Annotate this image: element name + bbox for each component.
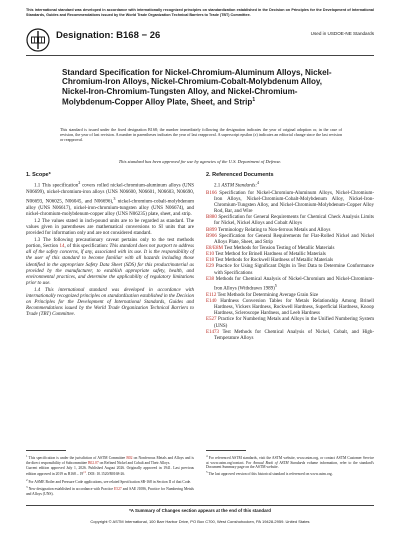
footnotes-left [26,454,194,497]
scope-paragraph-4: 1.4 This international standard was developed in accordance with internationally recognized principles on standardization established in the Decision on Principles for the Development of International Standards, Guides and Recommendations issued by the World Trade Organization Technical Barriers to Trade (TBT) Committee. [26,287,194,318]
scope-heading: 1. Scope* [26,172,51,178]
footnote: Current edition approved July 1, 2026. Published August 2026. Originally approved in 1941. Last previous edition approved in 2019 as B168 – 19$^{\varepsilon 1}$. DOI: 10.1520/B0168-26. [26,465,194,477]
referenced-documents-section [206,172,374,342]
scope-paragraph-3: 1.3 The following precautionary caveat pertains only to the test methods portion, Section 14, of this specification: This standard does not purport to address all of the safety concerns, if any, associated with its use. It is the responsibility of the user of this standard to become familiar with all hazards including those identified in the appropriate Safety Data Sheet (SDS) for this product/material as provided by the manufacturer, to establish appropriate safety, health, and environmental practices, and determine the applicability of regulatory limitations prior to use. [26,237,194,286]
reference-code-link[interactable]: B906 [206,233,217,239]
summary-of-changes-note: *A Summary of Changes section appears at the end of this standard [129,508,271,513]
reference-code-link[interactable]: E29 [206,264,215,270]
reference-list [206,191,374,342]
committee-b02-link[interactable]: B02 [126,456,133,461]
issue-note: This standard is issued under the fixed designation B168; the number immediately following the designation indicates the year of original adoption or, in the case of revision, the year of last revision. A number in parentheses indicates the year of last reapproval. A superscript epsilon (ε) indicates an editorial change since the last revision or reapproval. [60,127,342,142]
reference-code-link[interactable]: B880 [206,215,217,221]
scope-paragraph-2: 1.2 The values stated in inch-pound units are to be regarded as standard. The values given in parentheses are mathematical conversions to SI units that are provided for information only and are not considered standard. [26,218,194,237]
reference-item: B880 Specification for General Requirements for Chemical Check Analysis Limits for Nickel, Nickel Alloys and Cobalt Alloys [206,215,374,227]
reference-code-link[interactable]: E1473 [206,329,220,335]
footnote-rule-left [26,450,66,451]
reference-item: E29 Practice for Using Significant Digits in Test Data to Determine Conformance with Specifications [206,264,374,276]
astm-standards-intro: 2.1 ASTM Standards:$^4$ [214,180,260,189]
reference-item: E527 Practice for Numbering Metals and Alloys in the Unified Numbering System (UNS) [206,317,374,329]
footnote: $^1$ This specification is under the jurisdiction of ASTM Committee B02 on Nonferrous Metals and Alloys and is the direct responsibility of Subcommittee B02.07 on Refined Nickel and Cobalt and Their Alloys. [26,454,194,465]
referenced-documents-heading: 2. Referenced Documents [206,172,274,178]
footnote: $^4$ For referenced ASTM standards, visit the ASTM website, www.astm.org, or contact ASTM Customer Service at www.astm.org/contact. For Annual Book of ASTM Standards volume information, refer to the standard's Document Summary page on the ASTM website. [206,454,374,469]
principles-note: This international standard was developed in accordance with internationally recognized principles on standardization established in the Decision on Principles for the Development of International Standards, Guides and Recommendations issued by the World Trade Organization Technical Barriers to Trade (TBT) Committee. [26,8,374,17]
reference-item: E10 Test Method for Brinell Hardness of Metallic Materials [206,252,326,258]
reference-item: E18 Test Methods for Rockwell Hardness of Metallic Materials [206,258,334,264]
footnote: $^3$ New designation established in accordance with Practice E527 and SAE J1086, Practice for Numbering Metals and Alloys (UNS). [26,485,194,496]
reference-code-link[interactable]: E8/E8M [206,245,223,251]
reference-code-link[interactable]: B166 [206,190,217,196]
practice-e527-link[interactable]: E527 [113,487,122,492]
used-in-note: Used in USDOE-NE Standards [310,31,374,36]
previous-edition-link[interactable]: ε1 [83,470,87,475]
footer-rule [26,505,374,506]
reference-item: B906 Specification for General Requirements for Flat-Rolled Nickel and Nickel Alloys Plate, Sheet, and Strip [206,233,374,245]
reference-code-link[interactable]: B899 [206,227,217,233]
reference-item: E112 Test Methods for Determining Average Grain Size [206,292,319,298]
subcommittee-b02-07-link[interactable]: B02.07 [87,460,99,465]
header-rule [26,55,374,56]
reference-item: E1473 Test Methods for Chemical Analysis of Nickel, Cobalt, and High-Temperature Alloys [206,329,374,341]
dod-approval-note: This standard has been approved for use by agencies of the U.S. Department of Defense. [118,159,282,164]
reference-item: E140 Hardness Conversion Tables for Metals Relationship Among Brinell Hardness, Vickers Hardness, Rockwell Hardness, Superficial Hardness, Knoop Hardness, Scleroscope Hardness, and Leeb Hardness [206,298,374,317]
reference-item: E8/E8M Test Methods for Tension Testing of Metallic Materials [206,245,335,251]
reference-code-link[interactable]: E18 [206,258,215,264]
reference-item: B899 Terminology Relating to Non-ferrous Metals and Alloys [206,227,331,233]
footnote-rule-right [206,450,246,451]
footnotes-right [206,454,374,478]
designation: Designation: B168 − 26 [56,30,161,41]
reference-code-link[interactable]: E112 [206,292,217,298]
reference-code-link[interactable]: E140 [206,298,217,304]
reference-code-link[interactable]: E10 [206,252,215,258]
scope-section [26,172,194,319]
reference-item: E38 Methods for Chemical Analysis of Nickel-Chromium and Nickel-Chromium-Iron Alloys (Withdrawn 1989)$^5$ [206,276,374,292]
reference-code-link[interactable]: E527 [206,317,217,323]
reference-code-link[interactable]: E38 [206,276,215,282]
page-title: Standard Specification for Nickel-Chromium-Aluminum Alloys, Nickel-Chromium-Iron Alloys, Nickel-Chromium-Cobalt-Molybdenum Alloy, Nickel-Iron-Chromium-Tungsten Alloy, and Nickel-Chromium-Molybdenum-Copper Alloy Plate, Sheet, and Strip$^1$ [62,68,332,107]
reference-item: B166 Specification for Nickel-Chromium-Aluminum Alloys, Nickel-Chromium-Iron Alloys, Nickel-Chromium-Cobalt-Molybdenum Alloy, Nickel-Iron-Chromium-Tungsten Alloy, and Nickel-Chromium-Molybdenum-Copper Alloy Rod, Bar, and Wire [206,190,374,215]
footnote: $^2$ For ASME Boiler and Pressure Code applications, see related Specification SB-168 in Section II of that Code. [26,477,192,484]
copyright: Copyright © ASTM International, 100 Barr Harbor Drive, PO Box C700, West Conshohocken, PA 19428-2959. United States [90,519,310,524]
footnote: $^5$ The last approved version of this historical standard is referenced on www.astm.org. [206,470,333,477]
section-14-link[interactable]: 14 [59,244,65,250]
scope-paragraph-1: 1.1 This specification$^2$ covers rolled nickel-chromium-aluminum alloys (UNS N06699), nickel-chromium-iron alloys (UNS N06600, N06601, N06603, N06690, N06693, N06025, N06045, and N06696),$^3$ nickel-chromium-cobalt-molybdenum alloy (UNS N06617), nickel-iron-chromium-tungsten alloy (UNS N06674), and nickel-chromium-molybdenum-copper alloy (UNS N06235) plate, sheet, and strip. [26,180,195,218]
astm-logo-icon [26,28,50,52]
